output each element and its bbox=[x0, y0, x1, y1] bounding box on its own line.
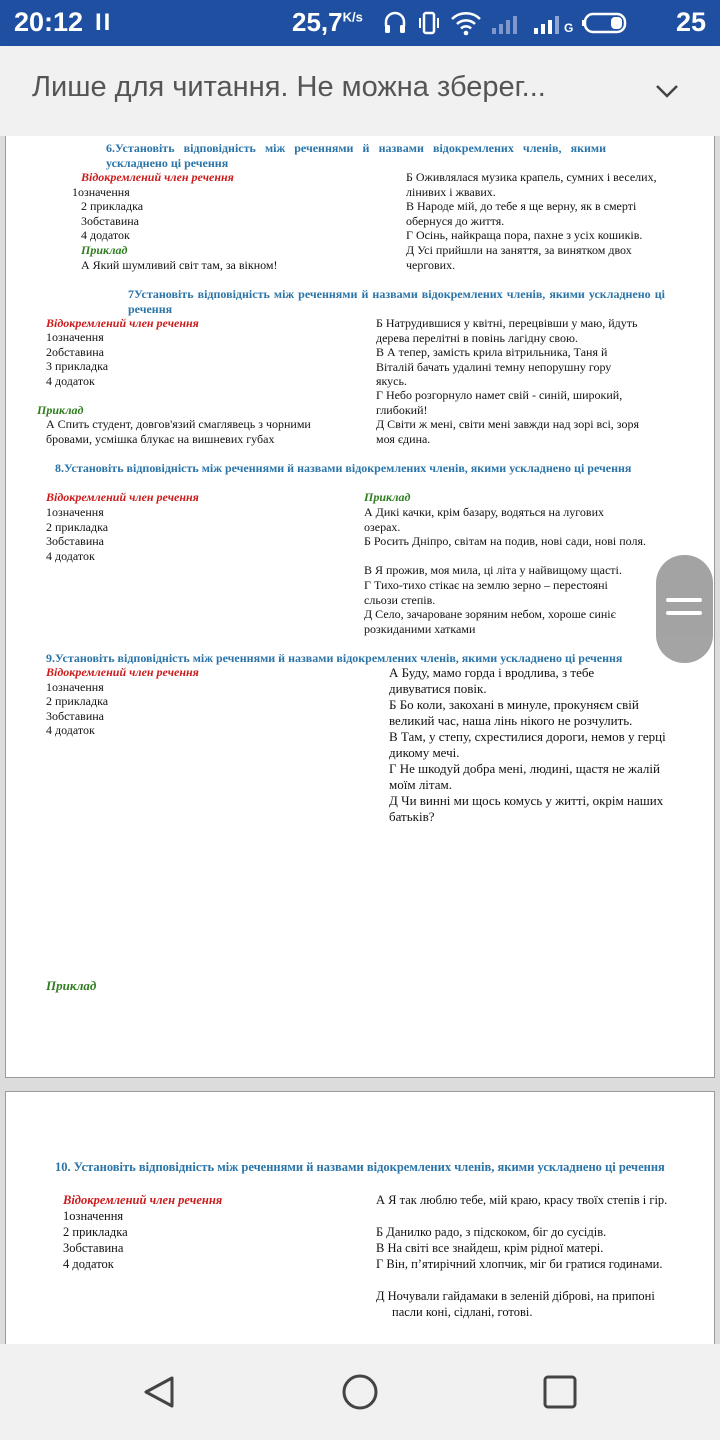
q6-member: 1означення bbox=[72, 185, 130, 199]
q10-option: Б Данилко радо, з підскоком, біг до сусідів. bbox=[376, 1225, 607, 1239]
question-9-title: 9.Установіть відповідність між реченнями й назвами відокремлених членів, якими ускладнено ці речення bbox=[46, 651, 623, 665]
q8-option: А Дикі качки, крім базару, водяться на лугових озерах. bbox=[364, 505, 604, 534]
navigation-bar bbox=[0, 1344, 720, 1440]
q6-option: Д Усі прийшли на заняття, за винятком двох чергових. bbox=[406, 243, 632, 272]
grip-line bbox=[666, 611, 702, 615]
q7-member: 2обставина bbox=[46, 345, 104, 359]
q10-option: Г Він, п’ятирічний хлопчик, міг би гратися годинами. bbox=[376, 1257, 663, 1271]
q8-member: 2 прикладка bbox=[46, 520, 109, 534]
grip-line bbox=[666, 598, 702, 602]
signal-off-icon bbox=[490, 10, 524, 36]
q7-member-header: Відокремлений член речення bbox=[46, 316, 199, 330]
document-viewer[interactable] bbox=[0, 136, 720, 1344]
q7-option: В А тепер, замість крила вітрильника, Таня й Віталій бачать удалині темну непорушну гору якусь. bbox=[376, 345, 612, 388]
q9-option: А Буду, мамо горда і вродлива, з тебе дивуватися повік. bbox=[389, 665, 595, 696]
question-10-title: 10. Установіть відповідність між реченнями й назвами відокремлених членів, якими ускладнено ці речення bbox=[55, 1160, 665, 1174]
q7-option: Д Світи ж мені, світи мені завжди над зорі всі, зоря моя єдина. bbox=[376, 417, 639, 446]
q9-option: Б Бо коли, закохані в минуле, прокуняєм свій великий час, наша лінь нікого не розчулить. bbox=[389, 697, 639, 728]
clock: 20:12 bbox=[14, 7, 84, 37]
q10-option: В На світі все знайдеш, крім рідної матері. bbox=[376, 1241, 604, 1255]
q9-option: В Там, у степу, схрестилися дороги, немов у герці дикому мечі. bbox=[389, 729, 666, 760]
q8-member-header: Відокремлений член речення bbox=[46, 490, 199, 504]
q6-example-label: Приклад bbox=[81, 243, 128, 257]
q6-option: Г Осінь, найкраща пора, пахне з усіх кошиків. bbox=[406, 228, 643, 242]
q7-member: 3 прикладка bbox=[46, 359, 109, 373]
q8-member: 4 додаток bbox=[46, 549, 95, 563]
q6-example: А Який шумливий світ там, за вікном! bbox=[81, 258, 278, 272]
q10-member: 1означення bbox=[63, 1209, 124, 1223]
q7-option: Б Натрудившися у квітні, перецвівши у маю, йдуть дерева перелітні в повінь лагідну свою. bbox=[376, 316, 638, 345]
network-type-label: G bbox=[564, 21, 574, 35]
q8-option: В Я прожив, моя мила, ці літа у найвищому щасті. bbox=[364, 563, 622, 577]
q10-member: 3обставина bbox=[63, 1241, 124, 1255]
q8-member: 3обставина bbox=[46, 534, 104, 548]
battery-icon bbox=[581, 11, 629, 35]
scroll-handle[interactable] bbox=[656, 555, 713, 663]
status-bar bbox=[0, 0, 720, 46]
q9-member: 1означення bbox=[46, 680, 104, 694]
q8-member: 1означення bbox=[46, 505, 104, 519]
home-icon[interactable] bbox=[340, 1372, 380, 1412]
q8-option: Д Село, зачароване зоряним небом, хороше синіє розкиданими хатками bbox=[364, 607, 616, 636]
q7-option: Г Небо розгорнуло намет свій - синій, широкий, глибокий! bbox=[376, 388, 623, 417]
q10-member: 4 додаток bbox=[63, 1257, 114, 1271]
back-icon[interactable] bbox=[140, 1372, 180, 1412]
q8-option: Г Тихо-тихо стікає на землю зерно – перестояні сльози степів. bbox=[364, 578, 608, 607]
q8-example-label: Приклад bbox=[364, 490, 411, 504]
q9-example-label: Приклад bbox=[46, 978, 97, 993]
speed-unit: K/s bbox=[342, 9, 363, 25]
battery-level: 25 bbox=[676, 7, 707, 37]
q10-option: Д Ночували гайдамаки в зеленій діброві, на припоні пасли коні, сідлані, готові. bbox=[376, 1289, 655, 1319]
pause-icon: II bbox=[95, 9, 113, 36]
q6-option: Б Оживлялася музика крапель, сумних і веселих, лінивих і жвавих. bbox=[406, 170, 657, 199]
q10-member-header: Відокремлений член речення bbox=[63, 1193, 223, 1207]
network-speed bbox=[292, 7, 363, 38]
q9-option: Д Чи винні ми щось комусь у житті, окрім наших батьків? bbox=[389, 793, 664, 824]
q9-member: 4 додаток bbox=[46, 723, 95, 737]
q9-member: 2 прикладка bbox=[46, 694, 109, 708]
document-page bbox=[5, 1091, 715, 1344]
speed-value: 25,7 bbox=[292, 7, 343, 37]
q6-member: 4 додаток bbox=[81, 228, 130, 242]
read-only-title: Лише для читання. Не можна зберег... bbox=[32, 71, 546, 103]
headphones-icon bbox=[382, 10, 408, 36]
document-page bbox=[5, 136, 715, 1078]
chevron-down-icon[interactable] bbox=[652, 76, 682, 106]
q6-member: 2 прикладка bbox=[81, 199, 144, 213]
q10-option: А Я так люблю тебе, мій краю, красу твоїх степів і гір. bbox=[376, 1193, 668, 1207]
question-7-title: 7Установіть відповідність між реченнями й назвами відокремлених членів, якими ускладнено ці речення bbox=[128, 287, 665, 316]
q6-member-header: Відокремлений член речення bbox=[81, 170, 234, 184]
question-8-title: 8.Установіть відповідність між реченнями й назвами відокремлених членів, якими ускладнено ці речення bbox=[55, 461, 632, 475]
vibrate-icon bbox=[416, 10, 442, 36]
question-6-title: 6.Установіть відповідність між реченнями й назвами відокремлених членів, якими ускладнено ці речення bbox=[106, 141, 606, 170]
q9-option: Г Не шкодуй добра мені, людині, щастя не жалій моїм літам. bbox=[389, 761, 660, 792]
q9-member: 3обставина bbox=[46, 709, 104, 723]
q8-option: Б Росить Дніпро, світам на подив, нові сади, нові поля. bbox=[364, 534, 646, 548]
app-bar bbox=[0, 46, 720, 136]
status-icons bbox=[382, 8, 629, 38]
q9-member-header: Відокремлений член речення bbox=[46, 665, 199, 679]
recent-apps-icon[interactable] bbox=[540, 1372, 580, 1412]
q7-member: 1означення bbox=[46, 330, 104, 344]
q10-member: 2 прикладка bbox=[63, 1225, 128, 1239]
q7-example-label: Приклад bbox=[37, 403, 84, 417]
signal-icon bbox=[532, 10, 564, 36]
q7-example: А Спить студент, довгов'язий смаглявець з чорними бровами, усмішка блукає на вишневих губах bbox=[46, 417, 311, 446]
q7-member: 4 додаток bbox=[46, 374, 95, 388]
q6-member: 3обставина bbox=[81, 214, 139, 228]
wifi-icon bbox=[450, 10, 482, 36]
q6-option: В Народе мій, до тебе я ще верну, як в смерті обернуся до життя. bbox=[406, 199, 637, 228]
